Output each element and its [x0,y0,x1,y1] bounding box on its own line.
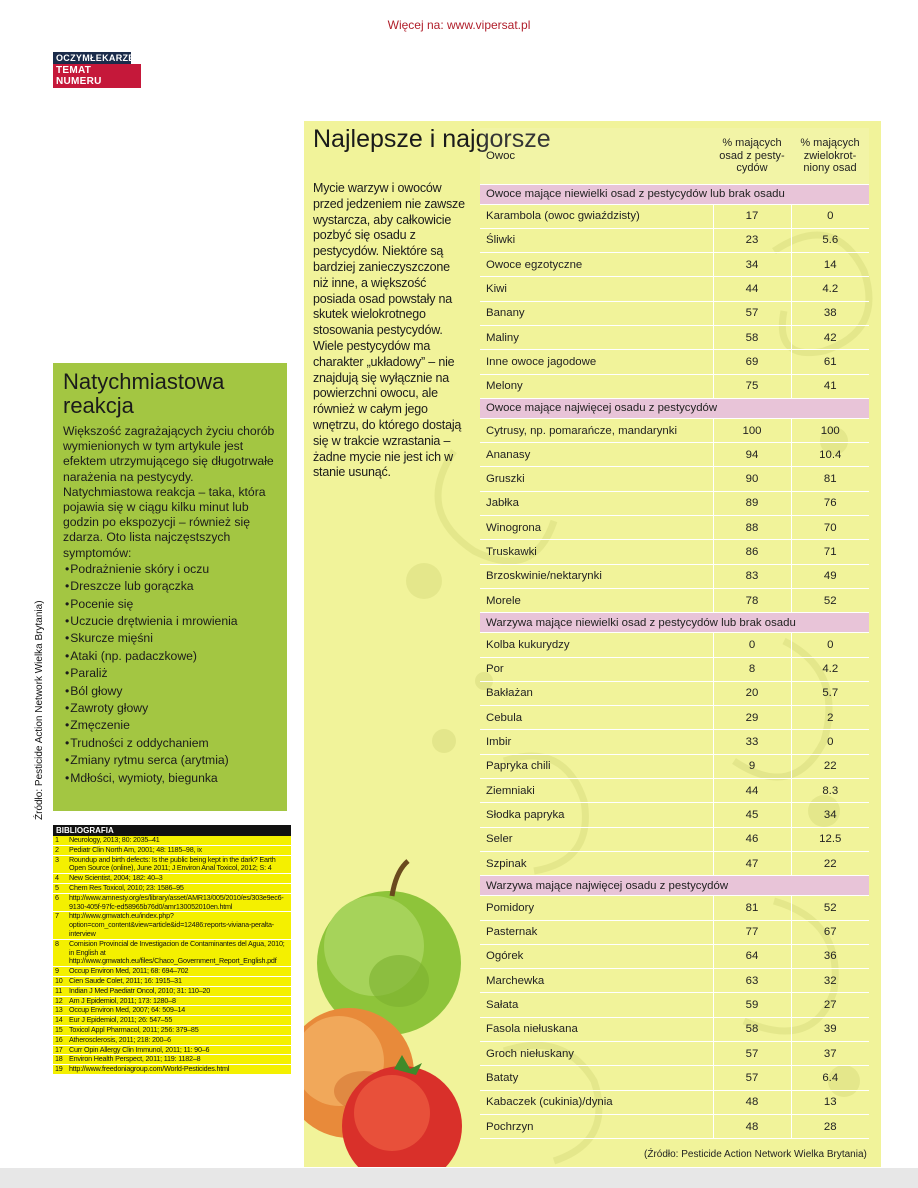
multiple-residue-percent: 70 [791,516,869,540]
bibliography-reference: Pediatr Clin North Am, 2001; 48: 1185–98, ix [67,845,291,855]
produce-name: Jabłka [480,491,713,515]
residue-percent: 33 [713,730,791,754]
bibliography-number: 7 [53,912,67,939]
best-worst-panel [304,121,881,1167]
symptom-item: • Skurcze mięśni [65,630,277,647]
table-category-row [480,398,869,418]
bibliography-reference: Am J Epidemiol, 2011; 173: 1280–8 [67,996,291,1006]
multiple-residue-percent: 12.5 [791,827,869,851]
produce-name: Pomidory [480,896,713,920]
table-row [480,1017,869,1041]
immediate-reaction-box [53,363,287,811]
produce-name: Słodka papryka [480,803,713,827]
bibliography-row [53,855,291,874]
bibliography-row [53,845,291,855]
table-row [480,350,869,374]
residue-percent: 90 [713,467,791,491]
bibliography-number: 12 [53,996,67,1006]
table-row [480,896,869,920]
sidebar-intro: Większość zagrażających życiu chorób wymienionych w tym artykule jest efektem utrzymującego się długotrwałe narażenia na pestycydy. Natychmiastowa reakcja – taka, która pojawia się w ciągu kilku minut lub godzin po ekspozycji – również się zdarza. Oto lista najczęstszych symptomów: [63,424,275,560]
multiple-residue-percent: 52 [791,896,869,920]
bibliography-row [53,986,291,996]
bibliography-row [53,893,291,912]
bibliography-row [53,874,291,884]
multiple-residue-percent: 37 [791,1042,869,1066]
bibliography-number: 16 [53,1035,67,1045]
produce-name: Owoce egzotyczne [480,253,713,277]
produce-name: Maliny [480,325,713,349]
residue-percent: 100 [713,418,791,442]
multiple-residue-percent: 27 [791,993,869,1017]
bibliography-row [53,967,291,977]
table-row [480,374,869,398]
bibliography-number: 8 [53,939,67,966]
top-link[interactable]: Więcej na: www.vipersat.pl [387,18,531,32]
multiple-residue-percent: 28 [791,1114,869,1138]
bibliography-row [53,976,291,986]
bibliography-reference: Toxicol Appl Pharmacol, 2011; 256: 379–85 [67,1025,291,1035]
bibliography-reference: Curr Opin Allergy Clin Immunol, 2011; 11: 90–6 [67,1045,291,1055]
bibliography-number: 13 [53,1006,67,1016]
produce-name: Kiwi [480,277,713,301]
table-row [480,969,869,993]
produce-name: Bataty [480,1066,713,1090]
multiple-residue-percent: 41 [791,374,869,398]
produce-name: Cytrusy, np. pomarańcze, mandarynki [480,418,713,442]
produce-name: Kabaczek (cukinia)/dynia [480,1090,713,1114]
article-title: Najlepsze i najgorsze [313,125,551,153]
table-row [480,827,869,851]
residue-percent: 63 [713,969,791,993]
bibliography-number: 18 [53,1055,67,1065]
bibliography-number: 17 [53,1045,67,1055]
produce-name: Sałata [480,993,713,1017]
residue-percent: 17 [713,204,791,228]
bibliography-row [53,939,291,966]
residue-percent: 75 [713,374,791,398]
table-row [480,253,869,277]
table-category-label: Owoce mające najwięcej osadu z pestycydów [480,398,869,418]
residue-percent: 48 [713,1090,791,1114]
bibliography-title: BIBLIOGRAFIA [53,825,291,836]
multiple-residue-percent: 10.4 [791,443,869,467]
produce-name: Banany [480,301,713,325]
produce-name: Papryka chili [480,754,713,778]
table-row [480,418,869,442]
residue-percent: 34 [713,253,791,277]
bibliography-number: 10 [53,976,67,986]
multiple-residue-percent: 5.7 [791,681,869,705]
table-row [480,730,869,754]
table-category-row [480,876,869,896]
bibliography-number: 1 [53,836,67,845]
residue-percent: 29 [713,706,791,730]
bibliography [53,825,291,1075]
symptom-item: • Paraliż [65,665,277,682]
produce-name: Truskawki [480,540,713,564]
produce-name: Inne owoce jagodowe [480,350,713,374]
residue-percent: 78 [713,588,791,612]
multiple-residue-percent: 81 [791,467,869,491]
table-row [480,1066,869,1090]
multiple-residue-percent: 8.3 [791,779,869,803]
vertical-source-note [22,520,45,820]
header-residue-percent: % mających osad z pesty-cydów [713,128,791,184]
multiple-residue-percent: 36 [791,944,869,968]
bibliography-reference: New Scientist, 2004; 182: 40–3 [67,874,291,884]
bibliography-reference: Comision Provincial de Investigacion de Contaminantes del Agua, 2010; in English at http://www.gmwatch.eu/files/Chaco_Government_Report_English.pdf [67,939,291,966]
produce-name: Gruszki [480,467,713,491]
symptom-item: • Zmiany rytmu serca (arytmia) [65,752,277,769]
multiple-residue-percent: 0 [791,730,869,754]
header-multiple-residue-percent: % mających zwielokrot-niony osad [791,128,869,184]
multiple-residue-percent: 32 [791,969,869,993]
symptom-item: • Zmęczenie [65,717,277,734]
bibliography-number: 15 [53,1025,67,1035]
residue-percent: 23 [713,228,791,252]
table-category-label: Owoce mające niewielki osad z pestycydów lub brak osadu [480,184,869,204]
produce-name: Winogrona [480,516,713,540]
residue-percent: 57 [713,1066,791,1090]
residue-percent: 89 [713,491,791,515]
produce-name: Groch niełuskany [480,1042,713,1066]
multiple-residue-percent: 5.6 [791,228,869,252]
table-row [480,325,869,349]
residue-percent: 86 [713,540,791,564]
residue-percent: 83 [713,564,791,588]
residue-percent: 58 [713,1017,791,1041]
table-row [480,681,869,705]
bibliography-reference: Eur J Epidemiol, 2011; 26: 547–55 [67,1016,291,1026]
residue-percent: 45 [713,803,791,827]
bibliography-row [53,883,291,893]
bibliography-number: 9 [53,967,67,977]
produce-name: Brzoskwinie/nektarynki [480,564,713,588]
multiple-residue-percent: 4.2 [791,657,869,681]
multiple-residue-percent: 76 [791,491,869,515]
table-row [480,993,869,1017]
bibliography-number: 11 [53,986,67,996]
table-row [480,657,869,681]
multiple-residue-percent: 13 [791,1090,869,1114]
bibliography-reference: Occup Environ Med, 2011; 68: 694–702 [67,967,291,977]
produce-name: Śliwki [480,228,713,252]
bibliography-reference: Chem Res Toxicol, 2010; 23: 1586–95 [67,883,291,893]
symptom-item: • Zawroty głowy [65,700,277,717]
table-row [480,228,869,252]
table-row [480,443,869,467]
bibliography-reference: http://www.amnesty.org/es/library/asset/AMR13/005/2010/es/303e9ec6-9130-405f-97fc-ed58965b76d0/amr130052010en.html [67,893,291,912]
bibliography-row [53,1035,291,1045]
bibliography-number: 4 [53,874,67,884]
multiple-residue-percent: 42 [791,325,869,349]
table-row [480,277,869,301]
table-row [480,301,869,325]
fruit-illustration [304,851,474,1167]
bibliography-reference: Cien Saude Colet, 2011; 16: 1915–31 [67,976,291,986]
table-row [480,204,869,228]
header-produce: Owoc [480,128,713,184]
residue-percent: 57 [713,1042,791,1066]
table-row [480,1114,869,1138]
residue-percent: 44 [713,277,791,301]
symptom-item: • Dreszcze lub gorączka [65,578,277,595]
article-body: Mycie warzyw i owoców przed jedzeniem nie zawsze wystarcza, aby całkowicie pozbyć się osadu z pestycydów. Niektóre są bardziej zanieczyszczone niż inne, a większość posiada osad powstały na skutek wielokrotnego stosowania pestycydów. Wiele pestycydów ma charakter „układowy” – nie znajdują się wyłącznie na powierzchni owocu, ale również w całym jego wnętrzu, do którego dostają się w trakcie wzrastania – żadne mycie nie jest ich w stanie usunąć. [313,181,465,480]
bibliography-row [53,1065,291,1075]
residue-percent: 47 [713,851,791,875]
produce-name: Szpinak [480,851,713,875]
bibliography-number: 3 [53,855,67,874]
produce-name: Karambola (owoc gwiaździsty) [480,204,713,228]
bibliography-row [53,1025,291,1035]
produce-name: Fasola niełuskana [480,1017,713,1041]
multiple-residue-percent: 38 [791,301,869,325]
bibliography-reference: Indian J Med Paediatr Oncol, 2010; 31: 110–20 [67,986,291,996]
multiple-residue-percent: 6.4 [791,1066,869,1090]
residue-percent: 94 [713,443,791,467]
multiple-residue-percent: 0 [791,633,869,657]
table-row [480,564,869,588]
table-row [480,803,869,827]
residue-percent: 64 [713,944,791,968]
bibliography-reference: http://www.gmwatch.eu/index.php?option=com_content&view=article&id=12486:reports-viviana-peralta-interview [67,912,291,939]
multiple-residue-percent: 14 [791,253,869,277]
section-tag-series: OCZYMŁEKARZE... [53,52,131,64]
bibliography-reference: Neurology, 2013; 80: 2035–41 [67,836,291,845]
residue-percent: 48 [713,1114,791,1138]
bibliography-reference: Atherosclerosis, 2011; 218: 200–6 [67,1035,291,1045]
multiple-residue-percent: 67 [791,920,869,944]
multiple-residue-percent: 71 [791,540,869,564]
produce-name: Cebula [480,706,713,730]
multiple-residue-percent: 100 [791,418,869,442]
sidebar-title: Natychmiastowa reakcja [63,369,225,418]
bibliography-reference: http://www.freedoniagroup.com/World-Pesticides.html [67,1065,291,1075]
bibliography-row [53,836,291,845]
table-row [480,1042,869,1066]
produce-name: Marchewka [480,969,713,993]
multiple-residue-percent: 2 [791,706,869,730]
multiple-residue-percent: 61 [791,350,869,374]
produce-name: Por [480,657,713,681]
table-category-row [480,613,869,633]
residue-percent: 20 [713,681,791,705]
table-category-label: Warzywa mające najwięcej osadu z pestycydów [480,876,869,896]
residue-percent: 44 [713,779,791,803]
bibliography-reference: Environ Health Perspect, 2011; 119: 1182–8 [67,1055,291,1065]
bibliography-number: 5 [53,883,67,893]
table-row [480,851,869,875]
residue-percent: 58 [713,325,791,349]
table-row [480,706,869,730]
bibliography-row [53,912,291,939]
bibliography-list [53,836,291,1074]
residue-percent: 9 [713,754,791,778]
multiple-residue-percent: 39 [791,1017,869,1041]
bibliography-row [53,1016,291,1026]
multiple-residue-percent: 52 [791,588,869,612]
bibliography-number: 19 [53,1065,67,1075]
table-row [480,540,869,564]
bibliography-reference: Roundup and birth defects: Is the public being kept in the dark? Earth Open Source (online), June 2011; J Environ Anal Toxicol, 2012; S: 4 [67,855,291,874]
bibliography-number: 2 [53,845,67,855]
bibliography-number: 14 [53,1016,67,1026]
table-category-row [480,184,869,204]
table-row [480,588,869,612]
produce-name: Melony [480,374,713,398]
produce-name: Ogórek [480,944,713,968]
residue-percent: 69 [713,350,791,374]
vertical-source-text: Źródło: Pesticide Action Network Wielka Brytania) [34,600,45,820]
symptom-item: • Podrażnienie skóry i oczu [65,561,277,578]
bibliography-reference: Occup Environ Med, 2007; 64: 509–14 [67,1006,291,1016]
produce-name: Pochrzyn [480,1114,713,1138]
symptom-item: • Pocenie się [65,596,277,613]
table-row [480,516,869,540]
symptom-item: • Trudności z oddychaniem [65,735,277,752]
produce-name: Kolba kukurydzy [480,633,713,657]
residue-percent: 59 [713,993,791,1017]
produce-name: Bakłażan [480,681,713,705]
residue-percent: 88 [713,516,791,540]
multiple-residue-percent: 4.2 [791,277,869,301]
table-category-label: Warzywa mające niewielki osad z pestycydów lub brak osadu [480,613,869,633]
symptom-list [63,561,277,787]
table-row [480,467,869,491]
multiple-residue-percent: 0 [791,204,869,228]
table-row [480,1090,869,1114]
multiple-residue-percent: 22 [791,754,869,778]
produce-name: Morele [480,588,713,612]
symptom-item: • Mdłości, wymioty, biegunka [65,770,277,787]
multiple-residue-percent: 34 [791,803,869,827]
table-row [480,944,869,968]
residue-percent: 81 [713,896,791,920]
residue-percent: 0 [713,633,791,657]
multiple-residue-percent: 22 [791,851,869,875]
produce-name: Ziemniaki [480,779,713,803]
table-row [480,754,869,778]
table-source: (Źródło: Pesticide Action Network Wielka Brytania) [644,1149,867,1160]
section-tag-topic: TEMAT NUMERU [53,64,141,88]
symptom-item: • Uczucie drętwienia i mrowienia [65,613,277,630]
produce-name: Seler [480,827,713,851]
residue-percent: 57 [713,301,791,325]
multiple-residue-percent: 49 [791,564,869,588]
table-row [480,633,869,657]
residue-percent: 77 [713,920,791,944]
section-tag [53,52,141,88]
symptom-item: • Ataki (np. padaczkowe) [65,648,277,665]
produce-name: Pasternak [480,920,713,944]
produce-name: Imbir [480,730,713,754]
symptom-item: • Ból głowy [65,683,277,700]
residue-percent: 8 [713,657,791,681]
table-row [480,491,869,515]
table-row [480,920,869,944]
table-row [480,779,869,803]
residue-percent: 46 [713,827,791,851]
produce-name: Ananasy [480,443,713,467]
page-bottom-strip [0,1168,918,1188]
pesticide-table [480,128,869,1139]
bibliography-number: 6 [53,893,67,912]
